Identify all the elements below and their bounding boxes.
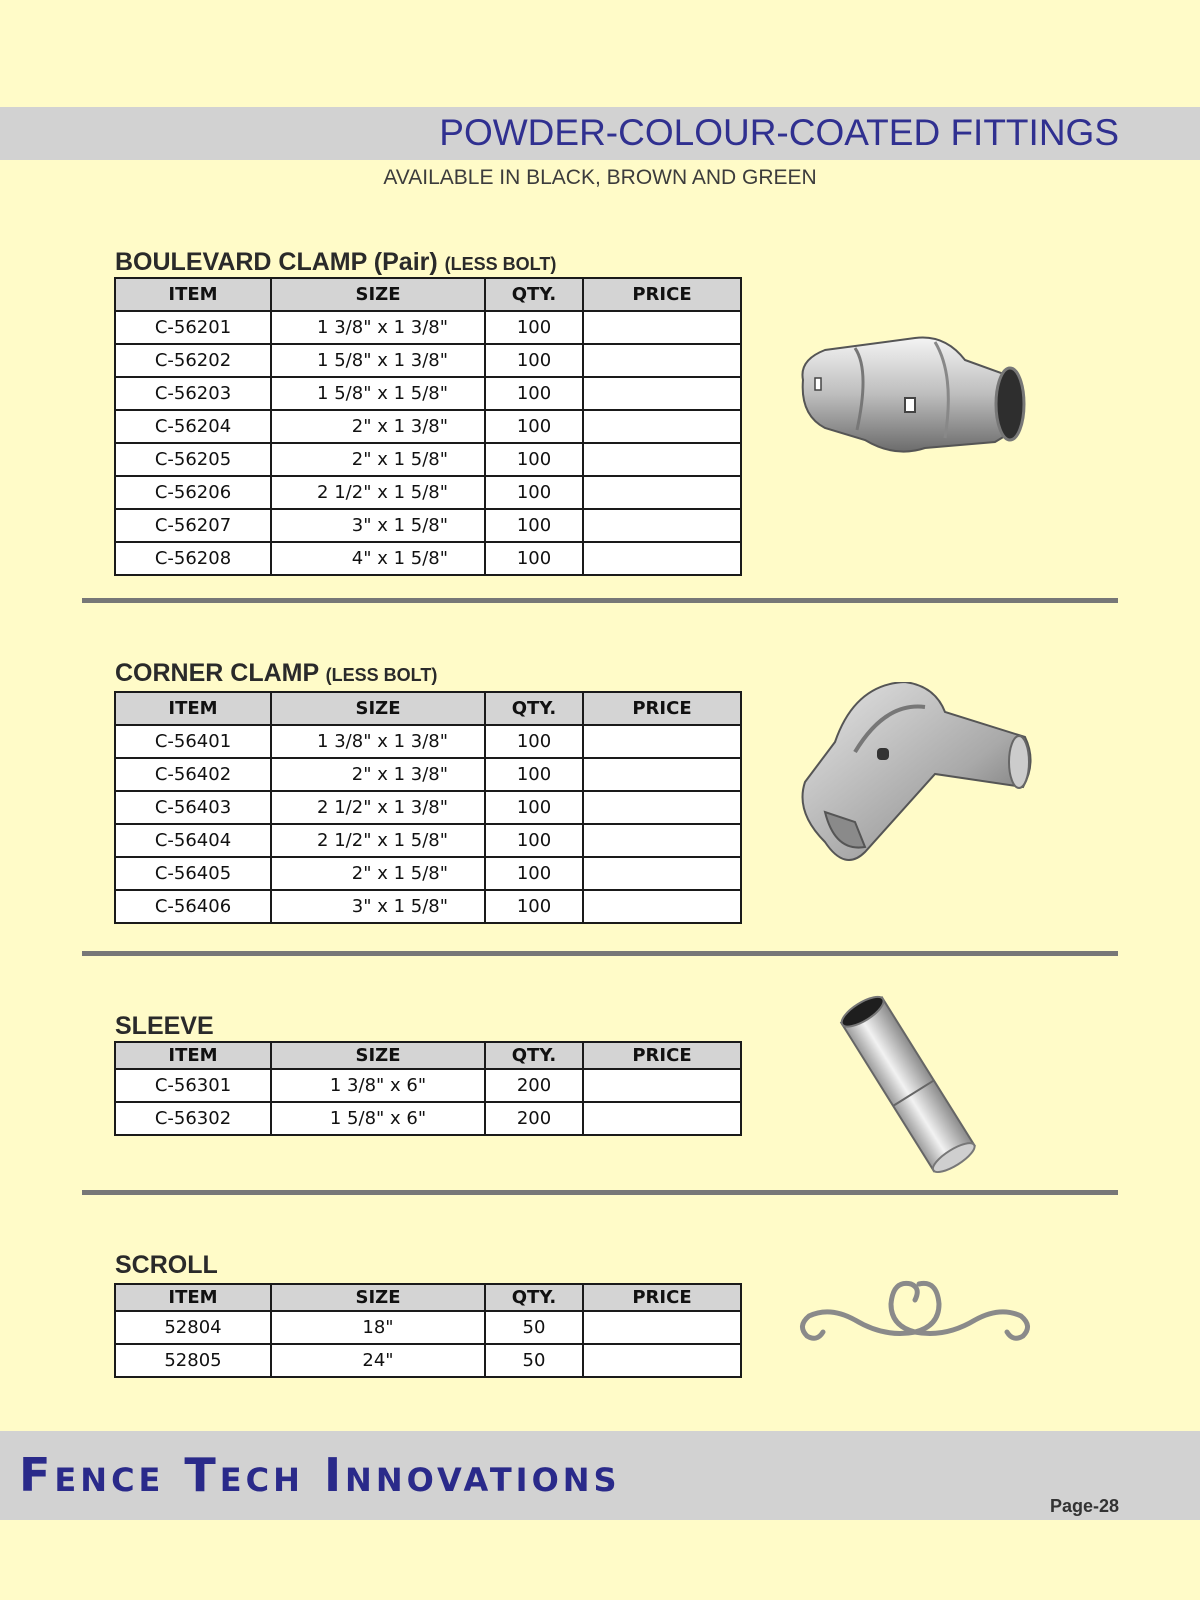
price-cell [583, 311, 741, 344]
column-header-price: PRICE [583, 692, 741, 725]
column-header-size: SIZE [271, 1284, 485, 1311]
column-header-qty: QTY. [485, 1284, 583, 1311]
sleeve-icon [820, 985, 1000, 1175]
size-cell: 1 3/8" x 1 3/8" [271, 311, 485, 344]
price-cell [583, 377, 741, 410]
column-header-size: SIZE [271, 692, 485, 725]
price-cell [583, 476, 741, 509]
size-cell: 3" x 1 5/8" [271, 890, 485, 923]
section-divider-2 [82, 951, 1118, 956]
column-header-item: ITEM [115, 1042, 271, 1069]
size-cell: 3" x 1 5/8" [271, 509, 485, 542]
price-cell [583, 542, 741, 575]
size-cell: 24" [271, 1344, 485, 1377]
table-row [115, 443, 741, 476]
table-row [115, 311, 741, 344]
page-title: POWDER-COLOUR-COATED FITTINGS [439, 112, 1119, 153]
item-cell: C-56301 [115, 1069, 271, 1102]
column-header-price: PRICE [583, 1284, 741, 1311]
table-row [115, 824, 741, 857]
section-divider-1 [82, 598, 1118, 603]
price-cell [583, 509, 741, 542]
qty-cell: 100 [485, 857, 583, 890]
price-cell [583, 758, 741, 791]
item-cell: C-56405 [115, 857, 271, 890]
boulevard-clamp-title [115, 248, 556, 277]
column-header-price: PRICE [583, 1042, 741, 1069]
item-cell: C-56202 [115, 344, 271, 377]
corner-clamp-icon [795, 682, 1035, 872]
table-row [115, 1344, 741, 1377]
qty-cell: 50 [485, 1311, 583, 1344]
item-cell: C-56201 [115, 311, 271, 344]
column-header-size: SIZE [271, 278, 485, 311]
boulevard-clamp-title-text: BOULEVARD CLAMP (Pair) [115, 248, 438, 276]
item-cell: C-56207 [115, 509, 271, 542]
qty-cell: 100 [485, 725, 583, 758]
boulevard-clamp-icon [795, 330, 1035, 470]
item-cell: C-56404 [115, 824, 271, 857]
page-number: Page-28 [1049, 1496, 1119, 1516]
title-band [0, 107, 1200, 160]
size-cell: 1 3/8" x 1 3/8" [271, 725, 485, 758]
qty-cell: 50 [485, 1344, 583, 1377]
size-cell: 2 1/2" x 1 5/8" [271, 476, 485, 509]
item-cell: C-56203 [115, 377, 271, 410]
size-cell: 1 5/8" x 1 5/8" [271, 377, 485, 410]
sleeve-title [115, 1012, 214, 1041]
item-cell: C-56206 [115, 476, 271, 509]
size-cell: 2" x 1 5/8" [271, 443, 485, 476]
brand-name: Fence Tech Innovations [19, 1448, 621, 1502]
section-divider-3 [82, 1190, 1118, 1195]
item-cell: 52805 [115, 1344, 271, 1377]
column-header-item: ITEM [115, 1284, 271, 1311]
qty-cell: 100 [485, 890, 583, 923]
column-header-item: ITEM [115, 278, 271, 311]
table-row [115, 542, 741, 575]
qty-cell: 100 [485, 476, 583, 509]
table-row [115, 890, 741, 923]
column-header-item: ITEM [115, 692, 271, 725]
qty-cell: 100 [485, 311, 583, 344]
column-header-qty: QTY. [485, 692, 583, 725]
table-row [115, 476, 741, 509]
sleeve-table [114, 1041, 742, 1136]
boulevard-clamp-table [114, 277, 742, 576]
price-cell [583, 1102, 741, 1135]
qty-cell: 100 [485, 824, 583, 857]
table-row [115, 725, 741, 758]
qty-cell: 100 [485, 509, 583, 542]
qty-cell: 200 [485, 1102, 583, 1135]
column-header-price: PRICE [583, 278, 741, 311]
scroll-title [115, 1251, 218, 1280]
size-cell: 2 1/2" x 1 5/8" [271, 824, 485, 857]
price-cell [583, 344, 741, 377]
size-cell: 2 1/2" x 1 3/8" [271, 791, 485, 824]
column-header-qty: QTY. [485, 1042, 583, 1069]
price-cell [583, 791, 741, 824]
price-cell [583, 725, 741, 758]
size-cell: 4" x 1 5/8" [271, 542, 485, 575]
item-cell: C-56402 [115, 758, 271, 791]
price-cell [583, 443, 741, 476]
price-cell [583, 857, 741, 890]
corner-clamp-title [115, 659, 437, 688]
qty-cell: 200 [485, 1069, 583, 1102]
scroll-table [114, 1283, 742, 1378]
item-cell: C-56406 [115, 890, 271, 923]
subtitle-text: AVAILABLE IN BLACK, BROWN AND GREEN [383, 166, 817, 189]
corner-clamp-title-text: CORNER CLAMP [115, 659, 319, 687]
size-cell: 1 3/8" x 6" [271, 1069, 485, 1102]
page-subtitle [0, 166, 1200, 190]
size-cell: 2" x 1 3/8" [271, 758, 485, 791]
table-row [115, 1311, 741, 1344]
item-cell: C-56302 [115, 1102, 271, 1135]
item-cell: C-56205 [115, 443, 271, 476]
size-cell: 1 5/8" x 1 3/8" [271, 344, 485, 377]
price-cell [583, 824, 741, 857]
corner-clamp-table [114, 691, 742, 924]
qty-cell: 100 [485, 443, 583, 476]
table-row [115, 1069, 741, 1102]
table-row [115, 344, 741, 377]
size-cell: 2" x 1 5/8" [271, 857, 485, 890]
item-cell: C-56208 [115, 542, 271, 575]
scroll-title-text: SCROLL [115, 1251, 218, 1279]
item-cell: C-56401 [115, 725, 271, 758]
price-cell [583, 410, 741, 443]
size-cell: 2" x 1 3/8" [271, 410, 485, 443]
price-cell [583, 890, 741, 923]
price-cell [583, 1069, 741, 1102]
qty-cell: 100 [485, 542, 583, 575]
column-header-size: SIZE [271, 1042, 485, 1069]
corner-clamp-note: (LESS BOLT) [325, 665, 438, 685]
item-cell: C-56403 [115, 791, 271, 824]
table-row [115, 857, 741, 890]
boulevard-clamp-note: (LESS BOLT) [444, 254, 557, 274]
table-row [115, 791, 741, 824]
qty-cell: 100 [485, 410, 583, 443]
scroll-icon [795, 1270, 1035, 1350]
size-cell: 18" [271, 1311, 485, 1344]
table-row [115, 377, 741, 410]
table-row [115, 758, 741, 791]
item-cell: 52804 [115, 1311, 271, 1344]
table-row [115, 1102, 741, 1135]
sleeve-title-text: SLEEVE [115, 1012, 214, 1040]
price-cell [583, 1344, 741, 1377]
qty-cell: 100 [485, 758, 583, 791]
item-cell: C-56204 [115, 410, 271, 443]
qty-cell: 100 [485, 344, 583, 377]
size-cell: 1 5/8" x 6" [271, 1102, 485, 1135]
column-header-qty: QTY. [485, 278, 583, 311]
footer-band [0, 1431, 1200, 1520]
price-cell [583, 1311, 741, 1344]
table-row [115, 509, 741, 542]
qty-cell: 100 [485, 791, 583, 824]
qty-cell: 100 [485, 377, 583, 410]
table-row [115, 410, 741, 443]
